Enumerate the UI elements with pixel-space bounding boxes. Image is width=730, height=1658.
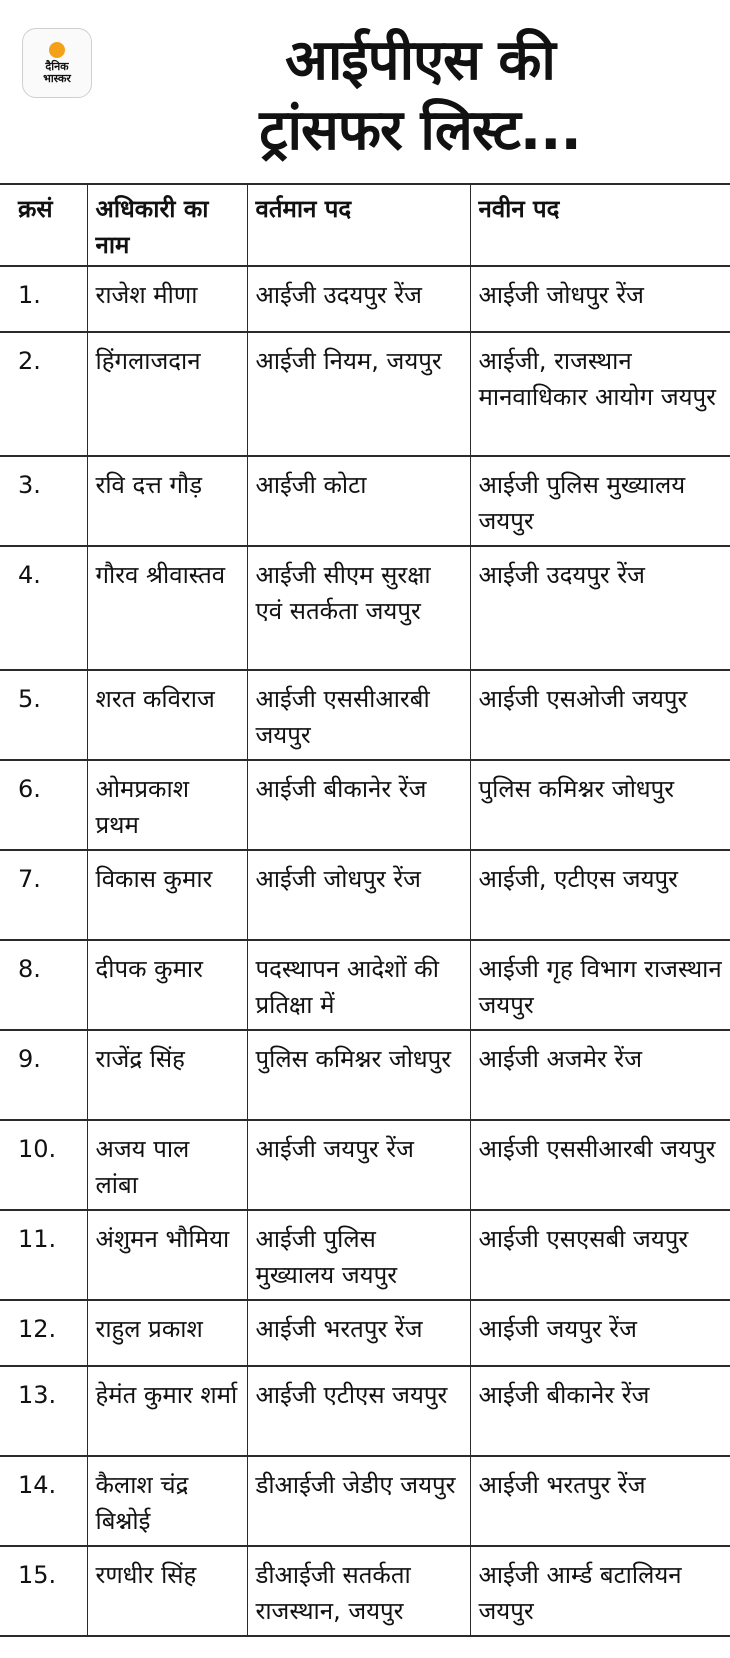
- new-post-cell: आईजी गृह विभाग राजस्थान जयपुर: [470, 940, 730, 1030]
- current-post-cell: डीआईजी जेडीए जयपुर: [247, 1456, 470, 1546]
- new-post-cell: आईजी, एटीएस जयपुर: [470, 850, 730, 940]
- officer-name-cell: शरत कविराज: [87, 670, 247, 760]
- officer-name-cell: राजेश मीणा: [87, 266, 247, 332]
- table-row: [0, 332, 730, 456]
- serial-cell: 12.: [0, 1300, 87, 1366]
- header-serial: क्रसं: [0, 184, 87, 266]
- new-post-cell: आईजी, राजस्थान मानवाधिकार आयोग जयपुर: [470, 332, 730, 456]
- title-line1: आईपीएस की: [285, 28, 555, 93]
- new-post-cell: आईजी जयपुर रेंज: [470, 1300, 730, 1366]
- table-row: [0, 1210, 730, 1300]
- serial-cell: 4.: [0, 546, 87, 670]
- table-row: [0, 1366, 730, 1456]
- officer-name-cell: अजय पाल लांबा: [87, 1120, 247, 1210]
- transfer-table: [0, 183, 730, 1637]
- table-row: [0, 1546, 730, 1636]
- current-post-cell: आईजी एटीएस जयपुर: [247, 1366, 470, 1456]
- header-officer-name: अधिकारी का नाम: [87, 184, 247, 266]
- header: [0, 0, 730, 183]
- new-post-cell: आईजी एससीआरबी जयपुर: [470, 1120, 730, 1210]
- new-post-cell: आईजी पुलिस मुख्यालय जयपुर: [470, 456, 730, 546]
- new-post-cell: पुलिस कमिश्नर जोधपुर: [470, 760, 730, 850]
- officer-name-cell: रवि दत्त गौड़: [87, 456, 247, 546]
- new-post-cell: आईजी एसएसबी जयपुर: [470, 1210, 730, 1300]
- current-post-cell: आईजी सीएम सुरक्षा एवं सतर्कता जयपुर: [247, 546, 470, 670]
- current-post-cell: आईजी जोधपुर रेंज: [247, 850, 470, 940]
- table-body: [0, 266, 730, 1636]
- officer-name-cell: रणधीर सिंह: [87, 1546, 247, 1636]
- officer-name-cell: कैलाश चंद्र बिश्नोई: [87, 1456, 247, 1546]
- new-post-cell: आईजी बीकानेर रेंज: [470, 1366, 730, 1456]
- officer-name-cell: राजेंद्र सिंह: [87, 1030, 247, 1120]
- sun-icon: [49, 42, 65, 58]
- serial-cell: 5.: [0, 670, 87, 760]
- table-row: [0, 760, 730, 850]
- officer-name-cell: विकास कुमार: [87, 850, 247, 940]
- serial-cell: 7.: [0, 850, 87, 940]
- page-title: [120, 26, 720, 166]
- current-post-cell: आईजी एससीआरबी जयपुर: [247, 670, 470, 760]
- new-post-cell: आईजी एसओजी जयपुर: [470, 670, 730, 760]
- new-post-cell: आईजी आर्म्ड बटालियन जयपुर: [470, 1546, 730, 1636]
- serial-cell: 1.: [0, 266, 87, 332]
- current-post-cell: आईजी जयपुर रेंज: [247, 1120, 470, 1210]
- table-row: [0, 940, 730, 1030]
- current-post-cell: पदस्थापन आदेशों की प्रतिक्षा में: [247, 940, 470, 1030]
- officer-name-cell: हेमंत कुमार शर्मा: [87, 1366, 247, 1456]
- officer-name-cell: राहुल प्रकाश: [87, 1300, 247, 1366]
- dainik-bhaskar-logo: [22, 28, 92, 98]
- table-row: [0, 266, 730, 332]
- new-post-cell: आईजी भरतपुर रेंज: [470, 1456, 730, 1546]
- officer-name-cell: गौरव श्रीवास्तव: [87, 546, 247, 670]
- current-post-cell: आईजी उदयपुर रेंज: [247, 266, 470, 332]
- table-row: [0, 850, 730, 940]
- officer-name-cell: अंशुमन भौमिया: [87, 1210, 247, 1300]
- serial-cell: 11.: [0, 1210, 87, 1300]
- table-row: [0, 670, 730, 760]
- current-post-cell: आईजी बीकानेर रेंज: [247, 760, 470, 850]
- table-row: [0, 1300, 730, 1366]
- logo-text-line1: दैनिक: [45, 59, 69, 73]
- current-post-cell: आईजी भरतपुर रेंज: [247, 1300, 470, 1366]
- officer-name-cell: ओमप्रकाश प्रथम: [87, 760, 247, 850]
- new-post-cell: आईजी उदयपुर रेंज: [470, 546, 730, 670]
- table-header-row: [0, 184, 730, 266]
- serial-cell: 9.: [0, 1030, 87, 1120]
- serial-cell: 2.: [0, 332, 87, 456]
- current-post-cell: आईजी कोटा: [247, 456, 470, 546]
- header-current-post: वर्तमान पद: [247, 184, 470, 266]
- current-post-cell: आईजी नियम, जयपुर: [247, 332, 470, 456]
- table-row: [0, 456, 730, 546]
- current-post-cell: डीआईजी सतर्कता राजस्थान, जयपुर: [247, 1546, 470, 1636]
- serial-cell: 3.: [0, 456, 87, 546]
- serial-cell: 10.: [0, 1120, 87, 1210]
- serial-cell: 8.: [0, 940, 87, 1030]
- logo-text-line2: भास्कर: [43, 71, 71, 85]
- serial-cell: 14.: [0, 1456, 87, 1546]
- table-row: [0, 1030, 730, 1120]
- table-row: [0, 1456, 730, 1546]
- officer-name-cell: हिंगलाजदान: [87, 332, 247, 456]
- serial-cell: 6.: [0, 760, 87, 850]
- header-new-post: नवीन पद: [470, 184, 730, 266]
- serial-cell: 15.: [0, 1546, 87, 1636]
- table-row: [0, 546, 730, 670]
- current-post-cell: पुलिस कमिश्नर जोधपुर: [247, 1030, 470, 1120]
- new-post-cell: आईजी अजमेर रेंज: [470, 1030, 730, 1120]
- table-row: [0, 1120, 730, 1210]
- serial-cell: 13.: [0, 1366, 87, 1456]
- new-post-cell: आईजी जोधपुर रेंज: [470, 266, 730, 332]
- current-post-cell: आईजी पुलिस मुख्यालय जयपुर: [247, 1210, 470, 1300]
- officer-name-cell: दीपक कुमार: [87, 940, 247, 1030]
- title-line2: ट्रांसफर लिस्ट...: [259, 98, 581, 163]
